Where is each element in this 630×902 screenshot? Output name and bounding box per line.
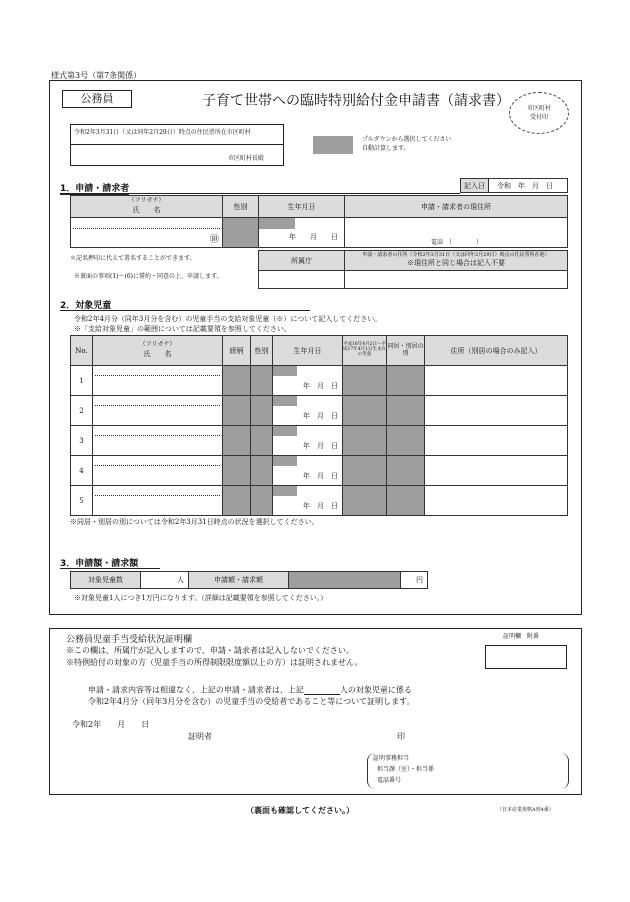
child-address-field[interactable] [425,426,568,456]
name-header-label: 氏 名 [132,205,161,214]
cohab-footnote: ※同居・別居の別については令和2年3月31日時点の状況を選択してください。 [70,518,319,526]
col-cohab: 同居・別居の別 [387,336,425,366]
col-born-after: 平成16年4月2日～平成17年4月1日生まれの児童 [343,336,387,366]
cert-number-label: 証明欄 附番 [503,633,540,640]
child-name-field[interactable] [93,426,223,456]
gender-select[interactable] [251,456,273,486]
furigana-line [95,465,220,466]
col-relation: 続柄 [223,336,251,366]
birth-ymd: 年 月 日 [303,502,338,510]
child-name-field[interactable] [93,486,223,516]
gender-select[interactable] [251,396,273,426]
phone-label: 電話 （ ） [431,239,483,246]
cohab-select[interactable] [387,396,425,426]
furigana-line [95,495,220,496]
era-select[interactable] [273,486,297,496]
born-after-select[interactable] [343,426,387,456]
legend-gray-box [313,136,353,154]
child-birth-field[interactable] [273,486,343,516]
furigana-line [95,435,220,436]
table-row [71,486,568,516]
era-select[interactable] [273,426,297,436]
entry-date-field[interactable]: 令和 年 月 日 [489,179,568,193]
amount-field [289,572,401,589]
cohab-select[interactable] [387,426,425,456]
form-number: 様式第3号（第7条関係） [51,71,142,80]
certifier-seal: 印 [397,732,405,741]
amount-table [70,571,428,589]
era-select[interactable] [273,396,297,406]
col-furigana: （フリガナ） [139,341,176,349]
col-address: 住所（別居の場合のみ記入） [425,336,568,366]
section3-rule [60,568,160,569]
section1-rule [60,193,460,194]
prev-address-header [345,251,568,271]
birth-ymd: 年 月 日 [303,442,338,450]
gender-select[interactable] [251,426,273,456]
col-name-label: 氏 名 [143,349,172,358]
contact-line-1: 証明事務担当 [373,755,410,762]
name-field[interactable] [71,218,223,248]
furigana-line [95,375,220,376]
row-no: 1 [71,366,93,396]
row-no: 3 [71,426,93,456]
col-name [93,336,223,366]
col-no: No. [71,336,93,366]
amount-unit: 円 [401,572,428,589]
cert-body-2: 令和2年4月分（同年3月分を含む）の児童手当の受給者であること等について証明します。 [88,697,415,706]
children-table [70,335,568,516]
children-note-2: ※「支給対象児童」の範囲については記載要領を参照してください。 [74,325,291,333]
applicant-table [70,195,568,248]
children-note-1: 令和2年4月分（同年3月分を含む）の児童手当の支給対象児童（※）について記入してください。 [74,315,382,323]
affiliation-field[interactable] [259,271,345,289]
entry-date-table [460,178,568,193]
row-no: 4 [71,456,93,486]
era-select[interactable] [273,456,297,466]
cert-body-1 [88,685,412,695]
legend-text-2: 自動計算します。 [362,145,410,152]
child-address-field[interactable] [425,366,568,396]
contact-line-2: 担当課（室）・担当係 [377,766,435,773]
furigana-header: （フリガナ） [128,197,165,205]
furigana-line [73,228,220,229]
gender-select[interactable] [251,366,273,396]
child-count-field[interactable] [141,572,189,589]
birth-field[interactable] [259,218,345,248]
certifier-label: 証明者 [188,732,212,741]
paper-size: （日本産業規格A列4番） [497,807,554,813]
back-side-note: （裏面も確認してください。） [246,805,354,815]
birth-ymd: 年 月 日 [289,233,338,241]
cert-title: 公務員児童手当受給状況証明欄 [66,635,193,645]
affiliation-table [258,250,568,289]
reception-stamp [509,92,569,134]
cohab-select[interactable] [387,456,425,486]
relation-select[interactable] [223,396,251,426]
gender-select[interactable] [223,218,259,248]
era-select[interactable] [273,366,297,376]
section2-rule [60,310,310,311]
born-after-select[interactable] [343,456,387,486]
child-name-field[interactable] [93,456,223,486]
legend-text-1: プルダウンから選択してください [362,136,452,143]
cert-note-1: ※この欄は、所属庁が記入しますので、申請・請求者は記入しないでください。 [66,646,354,655]
table-row [71,366,568,396]
table-row [71,396,568,426]
address-field[interactable] [345,218,568,248]
row-no: 5 [71,486,93,516]
residence-input[interactable] [70,144,284,145]
address-header: 申請・請求者の現住所 [345,196,568,218]
cohab-select[interactable] [387,486,425,516]
child-birth-field[interactable] [273,426,343,456]
col-gender: 性別 [251,336,273,366]
birth-ymd: 年 月 日 [303,472,338,480]
amount-label: 申請額・請求額 [189,572,289,589]
child-address-field[interactable] [425,396,568,426]
cert-number-field[interactable] [485,645,567,669]
stamp-line-1: 市区町村 [526,105,551,112]
cohab-select[interactable] [387,366,425,396]
cert-note-2: ※特例給付の対象の方（児童手当の所得制限限度額以上の方）は証明されません。 [66,658,363,667]
child-birth-field[interactable] [273,456,343,486]
row-no: 2 [71,396,93,426]
section2-heading: 2．対象児童 [60,301,112,311]
born-after-select[interactable] [343,366,387,396]
residence-label: 令和2年3月31日（又は同年2月29日）時点の住民票所在市区町村 [74,129,251,136]
prev-address-note: ※現住所と同じ場合は記入不要 [407,259,505,268]
mayor-label: 市区町村長殿 [228,155,265,162]
born-after-select[interactable] [343,486,387,516]
child-birth-field[interactable] [273,366,343,396]
cert-date: 令和2年 月 日 [72,720,150,729]
relation-select[interactable] [223,366,251,396]
child-name-field[interactable] [93,366,223,396]
prev-address-label: 申請・請求者の住所（令和2年3月31日（又は同年2月29日）時点の住民票所在地） [362,251,550,258]
child-count-label: 対象児童数 [71,572,141,589]
back-note: ※裏面の事項(1)～(6)に誓約・同意の上、申請します。 [74,273,223,280]
gender-select[interactable] [251,486,273,516]
child-count-blank[interactable] [304,685,340,695]
gender-header: 性別 [223,196,259,218]
birth-header: 生年月日 [259,196,345,218]
era-select[interactable] [259,218,295,229]
relation-select[interactable] [223,456,251,486]
child-address-field[interactable] [425,456,568,486]
table-row [71,426,568,456]
child-count-unit: 人 [177,576,184,584]
cert-body-1b: 人の対象児童に係る [339,685,412,695]
col-birth: 生年月日 [273,336,343,366]
birth-ymd: 年 月 日 [303,412,338,420]
furigana-line [95,405,220,406]
section1-heading: 1．申請・請求者 [60,181,129,195]
contact-line-3: 電話番号 [377,777,402,784]
cert-body-1a: 申請・請求内容等は相違なく、上記の申請・請求者は、上記 [88,685,304,695]
stamp-line-2: 受付印 [529,114,548,121]
badge-civil-servant: 公務員 [62,90,132,108]
table-row [71,456,568,486]
relation-select[interactable] [223,486,251,516]
child-birth-field[interactable] [273,396,343,426]
seal-mark: ㊞ [209,235,219,245]
child-name-field[interactable] [93,396,223,426]
relation-select[interactable] [223,426,251,456]
birth-ymd: 年 月 日 [303,382,338,390]
section3-heading: 3．申請額・請求額 [60,559,139,569]
name-header [71,196,223,218]
amount-note: ※対象児童1人につき1万円になります。（詳細は記載要領を参照してください。） [74,594,328,602]
seal-note: ＊記名押印に代えて署名することができます。 [70,255,196,262]
affiliation-header: 所属庁 [259,251,345,271]
prev-address-field[interactable] [345,271,568,289]
born-after-select[interactable] [343,396,387,426]
entry-date-label: 記入日 [461,179,489,193]
form-title: 子育て世帯への臨時特別給付金申請書（請求書） [202,93,510,109]
child-address-field[interactable] [425,486,568,516]
